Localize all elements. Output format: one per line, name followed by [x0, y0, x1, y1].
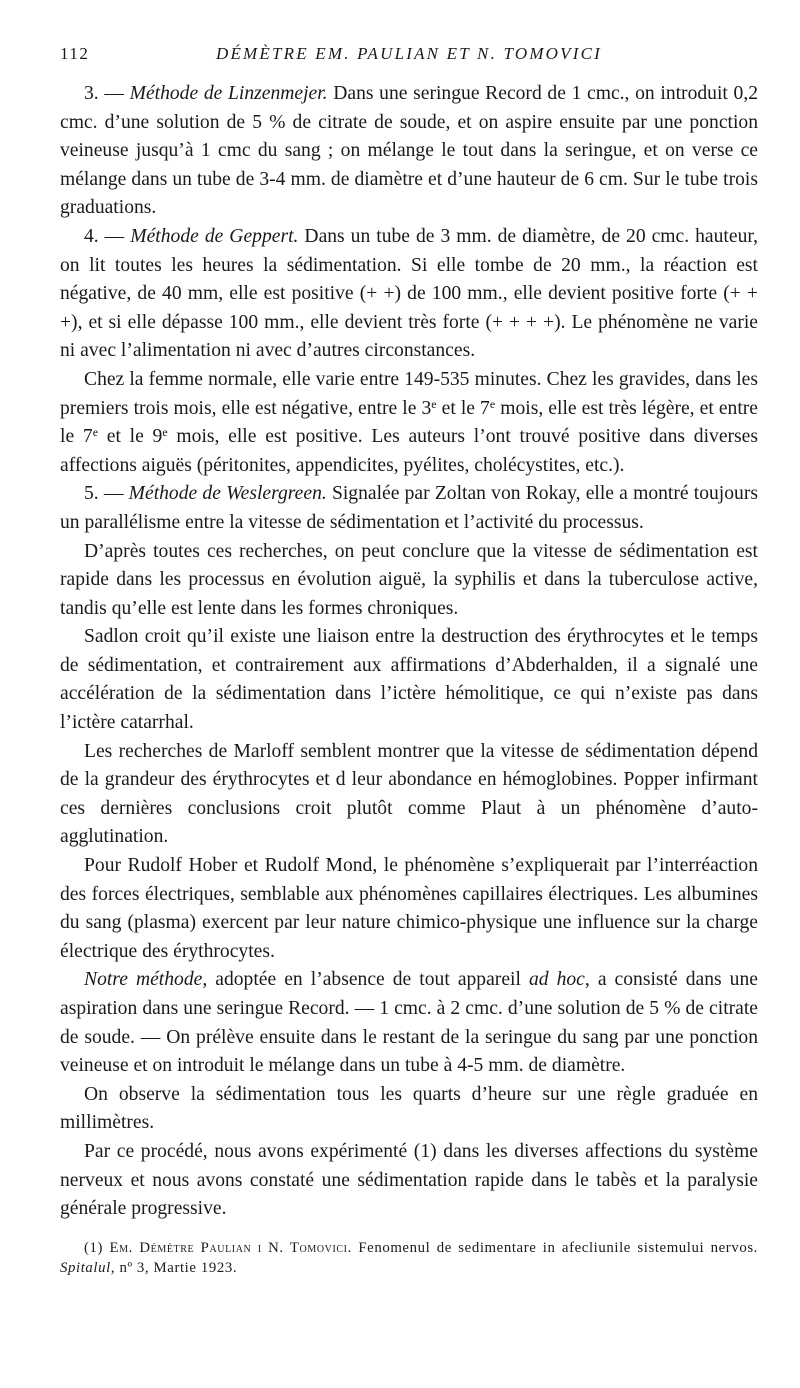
paragraph-text: Dans une seringue Record de 1 cmc., on introduit 0,2 cmc. d’une solution de 5 % de citrate de soude, et on aspire ensuite par une ponction veineuse jusqu’à 1 cmc du sang ; on mélange le tout dans la seringue, et on verse ce mélange dans un tube de 3-4 mm. de diamètre et d’une hauteur de 6 cm. Sur le tube trois graduations.	[60, 83, 759, 219]
paragraph-method-geppert	[60, 223, 758, 366]
latin-term: ad hoc	[528, 969, 585, 991]
paragraph-observation: On observe la sédimentation tous les quarts d’heure sur une règle graduée en millimètres.	[60, 1083, 758, 1134]
paragraph-hober-mond: Pour Rudolf Hober et Rudolf Mond, le phénomène s’expliquerait par l’interréaction des forces électriques, semblable aux phénomènes capillaires électriques. Les albumines du sang (plasma) exercent par leur nature chimico-physique une influence sur la charge électrique des érythrocytes.	[60, 855, 758, 962]
paragraph-text: adoptée en l’absence de tout appareil	[207, 969, 529, 991]
footnote-issue: nº 3, Martie 1923.	[115, 1259, 238, 1276]
paragraph-normal-women	[60, 366, 758, 480]
paragraph-conclusion: D’après toutes ces recherches, on peut conclure que la vitesse de sédimentation est rapide dans les processus en évolution aiguë, la syphilis et dans la tuberculose active, tandis qu’elle est lente dans les formes chroniques.	[60, 540, 758, 619]
method-title: Méthode de Weslergreen.	[128, 483, 327, 505]
paragraph-text: mois, elle est positive. Les auteurs l’ont trouvé positive dans diverses affections aiguës (péritonites, appendicites, pyélites, cholécystites, etc.).	[60, 426, 758, 476]
paragraph-text: Signalée par Zoltan von Rokay, elle a montré toujours un parallélisme entre la vitesse de sédimentation et l’activité du processus.	[60, 483, 758, 533]
page	[60, 44, 758, 1278]
method-title: Notre méthode,	[84, 969, 208, 991]
page-number: 112	[60, 44, 90, 63]
superscript: e	[489, 396, 496, 411]
footnote-authors: Em. Démètre Paulian i N. Tomovici.	[109, 1239, 352, 1256]
paragraph-our-method	[60, 966, 758, 1080]
method-title: Méthode de Linzenmejer.	[129, 83, 328, 104]
superscript: e	[431, 396, 437, 411]
superscript: e	[162, 425, 168, 440]
running-head: DÉMÈTRE EM. PAULIAN ET N. TOMOVICI	[216, 44, 602, 63]
page-header	[60, 44, 758, 70]
paragraph-number: 3. —	[84, 83, 130, 104]
footnote	[60, 1238, 758, 1278]
paragraph-sadlon: Sadlon croit qu’il existe une liaison entre la destruction des érythrocytes et le temps de sédimentation, et contrairement aux affirmations d’Abderhalden, il a signalé une accélération de la sédimentation dans l’ictère hémolitique, ce qui n’existe pas dans l’ictère catarrhal.	[60, 626, 758, 734]
method-title: Méthode de Geppert.	[130, 225, 299, 247]
paragraph-text: , a consisté dans une aspiration dans une seringue Record. — 1 cmc. à 2 cmc. d’une solution de 5 % de citrate de soude. — On prélève ensuite dans le restant de la seringue du sang par une ponction veineuse et on introduit le mélange dans un tube à 4-5 mm. de diamètre.	[60, 969, 758, 1077]
paragraph-text: mois, elle est très légère, et entre le 7	[60, 397, 758, 448]
paragraph-text: Chez la femme normale, elle varie entre 149-535 minutes. Chez les gravides, dans les premiers trois mois, elle est négative, entre le 3	[60, 368, 758, 419]
footnote-journal: Spitalul,	[60, 1259, 116, 1276]
body-text	[60, 80, 758, 1224]
paragraph-method-linzenmejer	[60, 80, 758, 223]
paragraph-marloff: Les recherches de Marloff semblent montrer que la vitesse de sédimentation dépend de la grandeur des érythrocytes et d leur abondance en hémoglobines. Popper infirmant ces dernières conclusions croit plutôt comme Plaut à un phénomène d’auto-agglutination.	[60, 740, 758, 848]
paragraph-text: et le 9	[98, 426, 163, 448]
footnote-title: Fenomenul de sedimentare in afecliunile sistemului nervos.	[351, 1239, 758, 1256]
paragraph-text: Dans un tube de 3 mm. de diamètre, de 20 cmc. hauteur, on lit toutes les heures la sédimentation. Si elle tombe de 20 mm., la réaction est négative, de 40 mm, elle est positive (+ +) de 100 mm., elle devient positive forte (+ + +), et si elle dépasse 100 mm., elle devient très forte (+ + + +). Le phénomène ne varie ni avec l’alimentation ni avec d’autres circonstances.	[60, 225, 759, 362]
paragraph-text: et le 7	[436, 397, 490, 419]
paragraph-results: Par ce procédé, nous avons expérimenté (1) dans les diverses affections du système nerveux et nous avons constaté une sédimentation rapide dans le tabès et la paralysie générale progressive.	[60, 1140, 758, 1220]
paragraph-method-weslergreen	[60, 480, 758, 537]
paragraph-number: 4. —	[84, 225, 131, 247]
footnote-marker: (1)	[84, 1239, 110, 1256]
paragraph-number: 5. —	[84, 483, 129, 505]
superscript: e	[92, 425, 99, 440]
